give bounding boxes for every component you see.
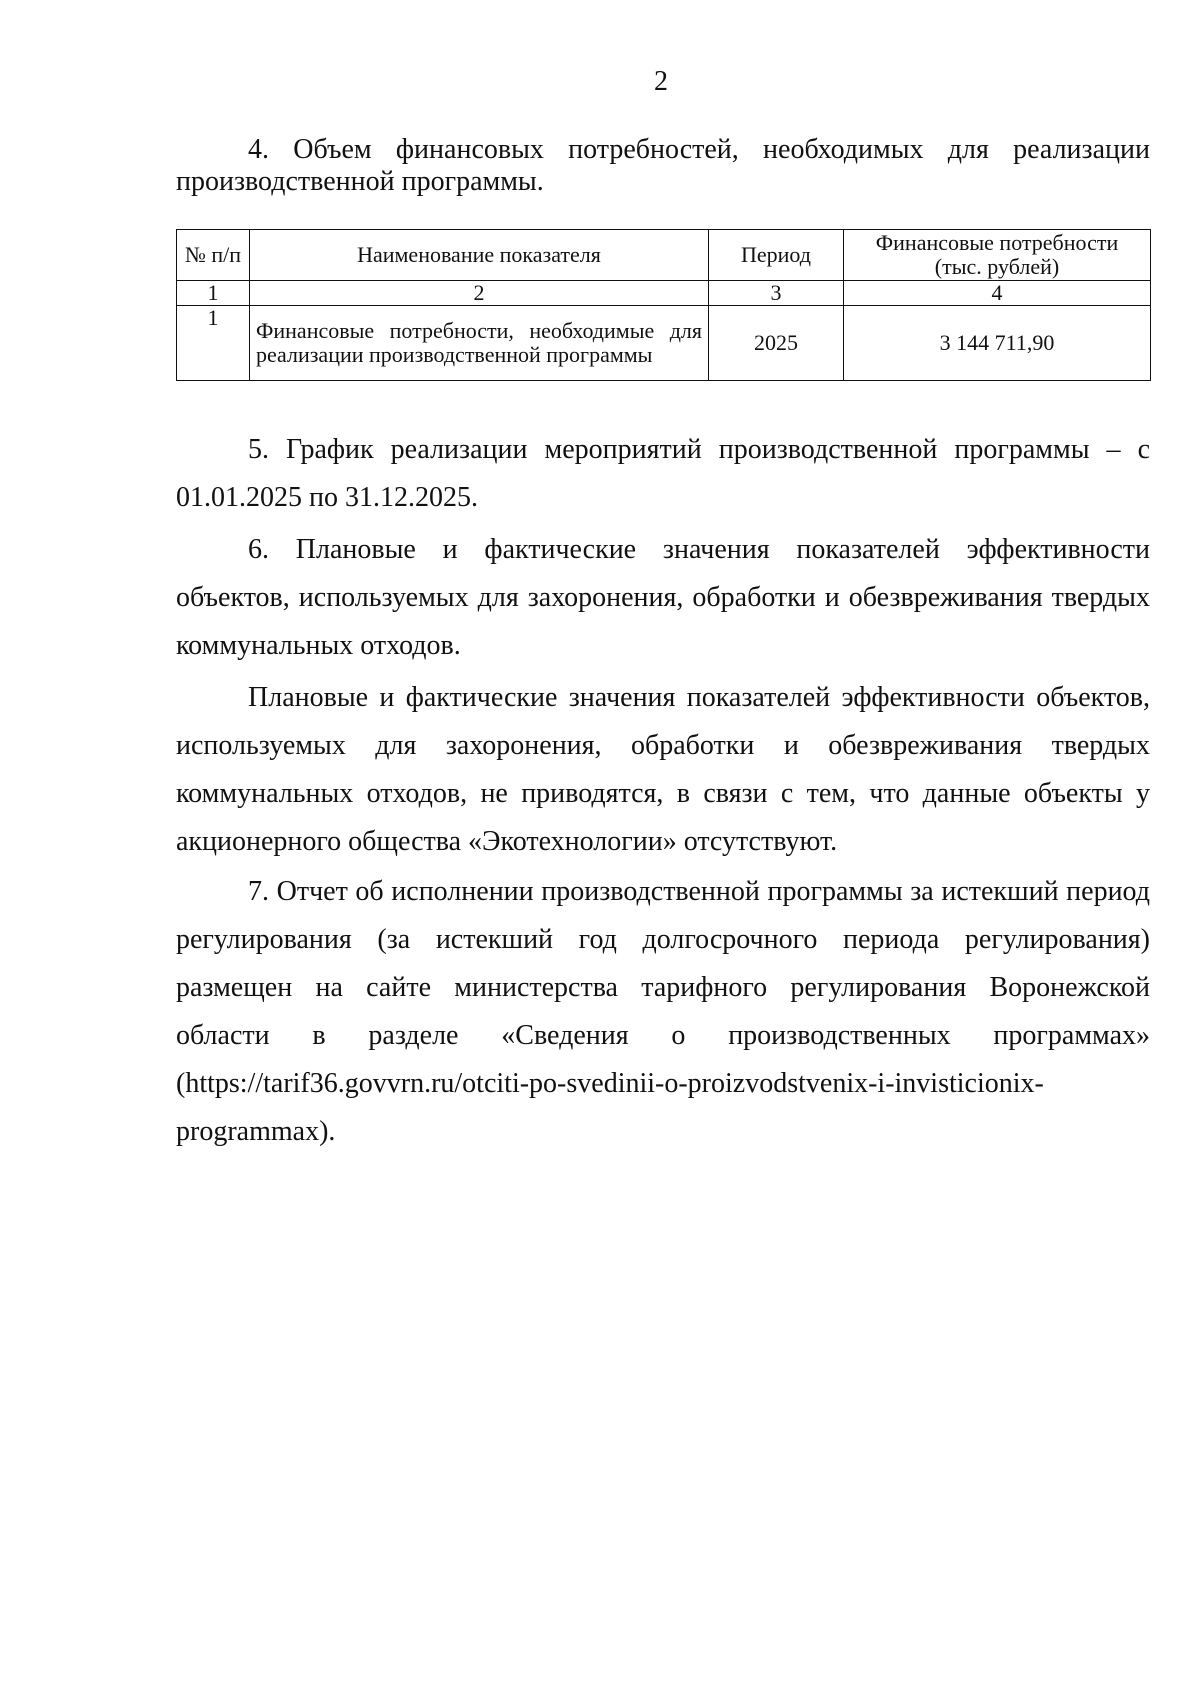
section-6-note-paragraph (176, 674, 1150, 866)
section-4-paragraph (176, 134, 1150, 198)
header-num: № п/п (177, 230, 250, 281)
section-7-paragraph (176, 868, 1150, 1156)
header-name: Наименование показателя (250, 230, 709, 281)
row-num: 1 (177, 306, 250, 381)
section-7-text: 7. Отчет об исполнении производственной программы за истекший период регулирования (за истекший год долгосрочного периода регулирования) размещен на сайте министерства тарифного регулирования Воронежской области в разделе «Сведения о производственных программах» (https://tarif36.govvrn.ru/otciti-po-svedinii-o-proizvodstvenix-i-invisticionix-programmax). (176, 876, 1150, 1147)
page-number: 2 (654, 66, 668, 97)
row-period: 2025 (709, 306, 844, 381)
row-financial-needs: 3 144 711,90 (844, 306, 1151, 381)
section-6-paragraph (176, 526, 1150, 670)
index-cell: 2 (250, 281, 709, 306)
index-cell: 4 (844, 281, 1151, 306)
financial-needs-table (176, 229, 1151, 381)
section-5-paragraph (176, 426, 1150, 522)
table-header-row (177, 230, 1151, 281)
index-cell: 3 (709, 281, 844, 306)
header-period: Период (709, 230, 844, 281)
section-6-note-text: Плановые и фактические значения показателей эффективности объектов, используемых для захоронения, обработки и обезвреживания твердых коммунальных отходов, не приводятся, в связи с тем, что данные объекты у акционерного общества «Экотехнологии» отсутствуют. (176, 682, 1150, 857)
header-financial-needs: Финансовые потребности (тыс. рублей) (844, 230, 1151, 281)
row-name: Финансовые потребности, необходимые для реализации производственной программы (250, 306, 709, 381)
index-cell: 1 (177, 281, 250, 306)
section-6-text: 6. Плановые и фактические значения показателей эффективности объектов, используемых для захоронения, обработки и обезвреживания твердых коммунальных отходов. (176, 534, 1150, 661)
table-index-row (177, 281, 1151, 306)
section-4-text: 4. Объем финансовых потребностей, необходимых для реализации производственной программы. (176, 134, 1150, 197)
table-row (177, 306, 1151, 381)
section-5-text: 5. График реализации мероприятий производственной программы – с 01.01.2025 по 31.12.2025. (176, 434, 1150, 513)
